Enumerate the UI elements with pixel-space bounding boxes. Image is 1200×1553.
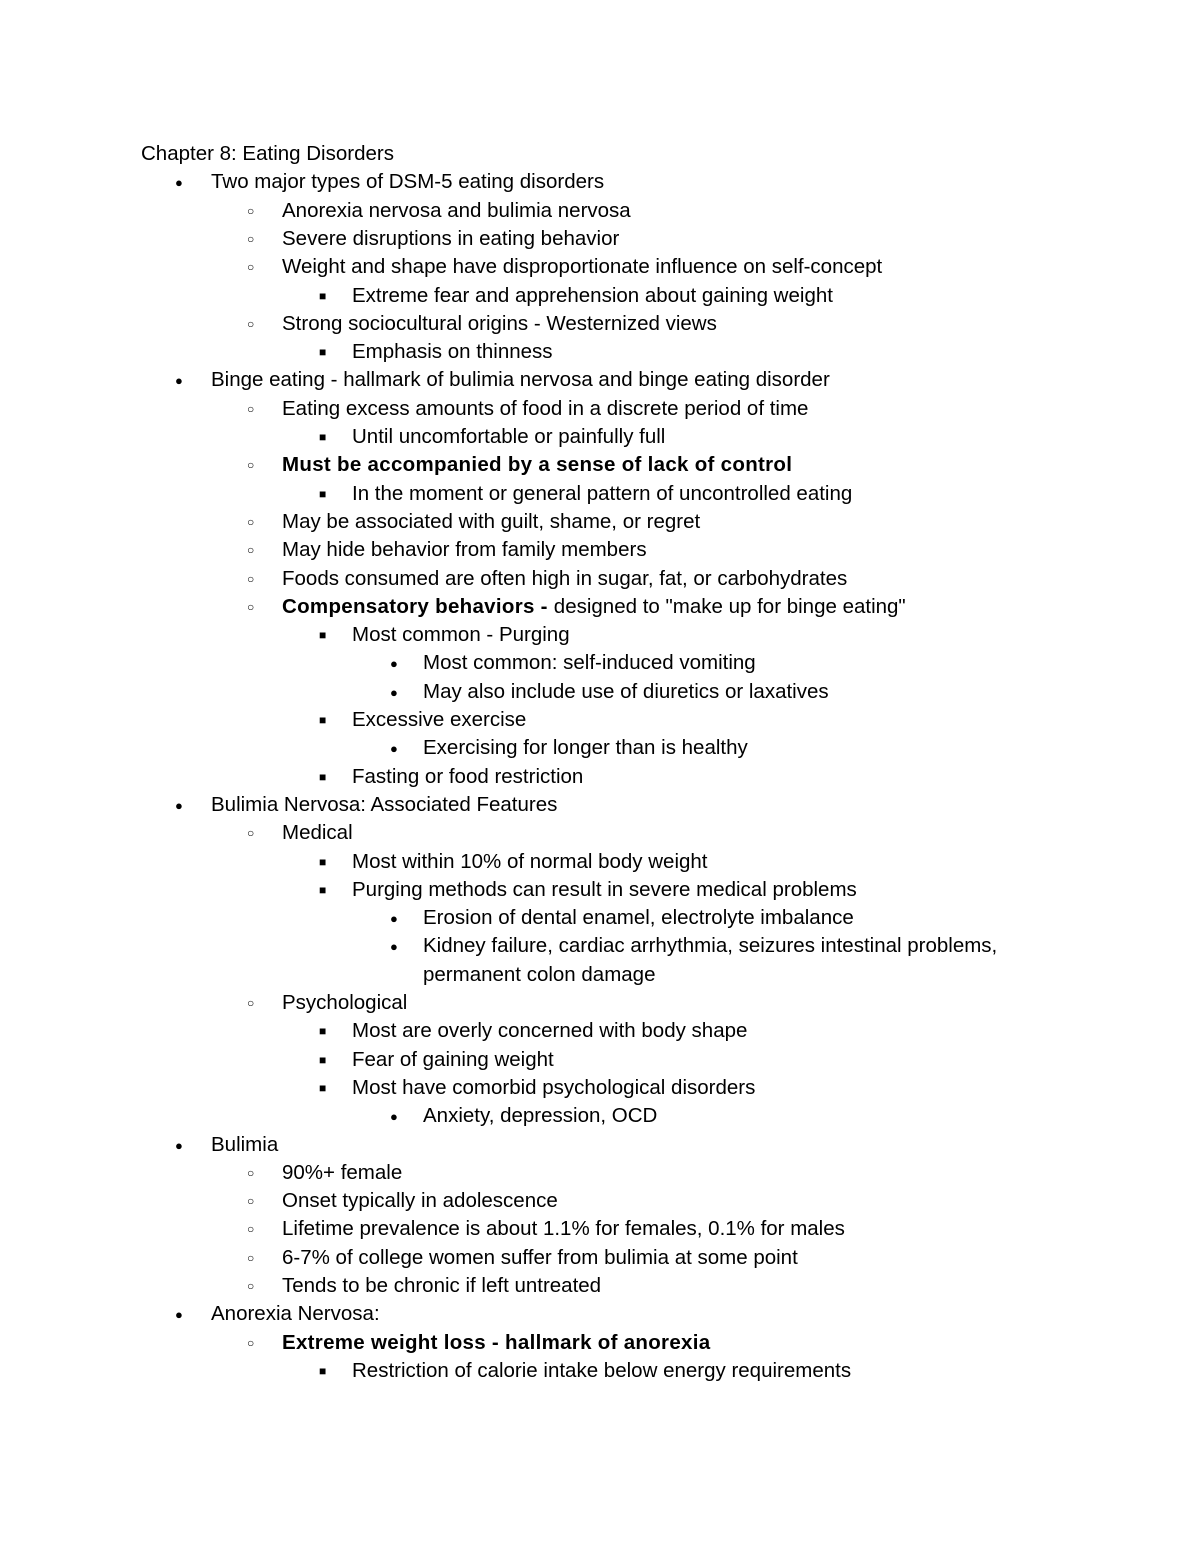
list-bullet-icon: ○ — [247, 1222, 255, 1237]
list-bullet-icon: ○ — [247, 1194, 255, 1209]
item-text: 90%+ female — [282, 1160, 403, 1184]
list-item — [175, 791, 558, 819]
list-bullet-icon: ■ — [319, 854, 327, 869]
item-text: Two major types of DSM-5 eating disorders — [211, 170, 605, 194]
page-title: Chapter 8: Eating Disorders — [141, 142, 394, 165]
list-bullet-icon: ○ — [247, 231, 255, 246]
item-text: Anxiety, depression, OCD — [423, 1104, 658, 1128]
list-item — [319, 282, 833, 310]
item-text: Binge eating - hallmark of bulimia nervosa and binge eating disorder — [211, 368, 830, 392]
list-item — [247, 565, 848, 593]
list-item — [247, 536, 647, 564]
list-item — [319, 848, 708, 876]
item-text: Bulimia Nervosa: Associated Features — [211, 792, 558, 816]
item-text: Erosion of dental enamel, electrolyte imbalance — [423, 906, 854, 930]
list-bullet-icon: ■ — [319, 345, 327, 360]
list-item — [247, 989, 408, 1017]
item-text: Medical — [282, 821, 353, 845]
list-item — [319, 621, 570, 649]
list-item — [319, 706, 527, 734]
list-item — [319, 1017, 748, 1045]
list-bullet-icon: ○ — [247, 826, 255, 841]
item-text: May hide behavior from family members — [282, 538, 647, 562]
list-bullet-icon: ■ — [319, 1024, 327, 1039]
item-text: Weight and shape have disproportionate influence on self-concept — [282, 255, 883, 279]
list-item — [247, 1272, 602, 1300]
list-bullet-icon: ○ — [247, 1165, 255, 1180]
list-bullet-icon: ■ — [319, 288, 327, 303]
list-item — [247, 1159, 403, 1187]
item-text: Exercising for longer than is healthy — [423, 736, 748, 760]
item-text: Psychological — [282, 991, 408, 1014]
list-item — [319, 763, 584, 791]
item-text: Excessive exercise — [352, 708, 527, 731]
item-text: Until uncomfortable or painfully full — [352, 425, 666, 448]
item-text: Bulimia — [211, 1132, 279, 1156]
list-item — [247, 225, 620, 253]
list-item — [247, 197, 631, 225]
list-item — [175, 366, 830, 394]
list-bullet-icon: ● — [175, 797, 183, 813]
item-text: Purging methods can result in severe medical problems — [352, 877, 857, 901]
list-item — [319, 1046, 554, 1074]
item-text: Restriction of calorie intake below energy requirements — [352, 1358, 852, 1382]
list-item — [175, 1300, 380, 1328]
bold-text: Compensatory behaviors - — [282, 594, 554, 618]
list-bullet-icon: ■ — [319, 713, 327, 727]
list-bullet-icon: ○ — [247, 458, 255, 473]
item-text: Eating excess amounts of food in a discrete period of time — [282, 396, 809, 420]
bold-text: Extreme weight loss - hallmark of anorexia — [282, 1330, 711, 1354]
list-item — [247, 1187, 558, 1215]
list-bullet-icon: ○ — [247, 571, 255, 586]
list-bullet-icon: ● — [390, 684, 398, 700]
item-text: Onset typically in adolescence — [282, 1189, 558, 1213]
item-text: Most common: self-induced vomiting — [423, 651, 756, 675]
list-item — [247, 395, 809, 423]
list-item — [247, 253, 883, 281]
list-item — [175, 168, 605, 196]
item-text: Kidney failure, cardiac arrhythmia, seizures intestinal problems, — [423, 934, 998, 958]
item-text: Tends to be chronic if left untreated — [282, 1274, 602, 1297]
list-item — [390, 1102, 658, 1130]
list-bullet-icon: ● — [175, 175, 183, 191]
list-bullet-icon: ● — [390, 939, 398, 955]
list-item — [247, 508, 701, 536]
list-bullet-icon: ○ — [247, 514, 255, 529]
item-text: Most within 10% of normal body weight — [352, 849, 708, 873]
list-item — [319, 876, 857, 904]
list-item — [390, 678, 829, 706]
list-item — [319, 1357, 852, 1385]
list-bullet-icon: ○ — [247, 996, 255, 1010]
list-bullet-icon: ○ — [247, 599, 255, 614]
list-item — [247, 593, 906, 621]
list-item — [390, 904, 854, 932]
list-item — [247, 451, 793, 479]
list-bullet-icon: ● — [390, 1109, 398, 1125]
item-text: permanent colon damage — [423, 962, 656, 986]
item-text: Severe disruptions in eating behavior — [282, 226, 620, 250]
list-item — [319, 1074, 756, 1102]
list-bullet-icon: ○ — [247, 1335, 255, 1350]
list-item — [390, 734, 748, 762]
item-text: Most are overly concerned with body shape — [352, 1019, 748, 1043]
list-bullet-icon: ● — [390, 656, 398, 672]
list-item — [247, 1215, 845, 1243]
list-bullet-icon: ■ — [319, 882, 327, 897]
list-bullet-icon: ■ — [319, 628, 327, 643]
item-text: Most common - Purging — [352, 623, 570, 647]
list-bullet-icon: ○ — [247, 1279, 255, 1293]
list-bullet-icon: ○ — [247, 543, 255, 558]
list-item — [319, 423, 666, 451]
list-item — [247, 310, 717, 338]
list-bullet-icon: ■ — [319, 486, 327, 501]
item-text: Anorexia Nervosa: — [211, 1302, 380, 1326]
list-item — [319, 338, 553, 366]
list-bullet-icon: ■ — [319, 1363, 327, 1378]
list-bullet-icon: ● — [175, 373, 183, 389]
item-text: Anorexia nervosa and bulimia nervosa — [282, 198, 631, 222]
bold-text: Must be accompanied by a sense of lack of control — [282, 453, 793, 477]
list-item — [247, 819, 353, 847]
list-bullet-icon: ● — [175, 1137, 183, 1153]
item-text: designed to "make up for binge eating" — [553, 594, 906, 618]
list-item — [319, 480, 853, 508]
list-bullet-icon: ○ — [247, 1250, 255, 1265]
item-text: 6-7% of college women suffer from bulimia at some point — [282, 1245, 798, 1269]
list-item — [390, 649, 756, 677]
item-text: Strong sociocultural origins - Westernized views — [282, 311, 717, 335]
item-text: May also include use of diuretics or laxatives — [423, 679, 829, 703]
item-text: In the moment or general pattern of uncontrolled eating — [352, 481, 853, 505]
list-bullet-icon: ○ — [247, 401, 255, 416]
list-item — [247, 1329, 711, 1357]
item-text: Lifetime prevalence is about 1.1% for females, 0.1% for males — [282, 1217, 845, 1241]
list-bullet-icon: ■ — [319, 430, 327, 444]
list-bullet-icon: ● — [390, 911, 398, 927]
list-bullet-icon: ○ — [247, 316, 255, 331]
item-text: Fasting or food restriction — [352, 764, 584, 788]
list-bullet-icon: ■ — [319, 1052, 327, 1067]
item-text: May be associated with guilt, shame, or regret — [282, 509, 701, 533]
list-item — [423, 961, 656, 989]
item-text: Foods consumed are often high in sugar, fat, or carbohydrates — [282, 566, 848, 590]
item-text: Extreme fear and apprehension about gaining weight — [352, 283, 833, 307]
list-bullet-icon: ■ — [319, 1080, 327, 1095]
item-text: Emphasis on thinness — [352, 340, 553, 364]
list-bullet-icon: ● — [175, 1307, 183, 1323]
list-bullet-icon: ■ — [319, 769, 327, 784]
list-item — [247, 1244, 798, 1272]
list-bullet-icon: ○ — [247, 203, 255, 218]
list-item — [390, 932, 998, 960]
list-bullet-icon: ○ — [247, 260, 255, 275]
item-text: Most have comorbid psychological disorders — [352, 1075, 756, 1099]
item-text: Fear of gaining weight — [352, 1047, 554, 1071]
list-bullet-icon: ● — [390, 741, 398, 757]
list-item — [175, 1131, 279, 1159]
